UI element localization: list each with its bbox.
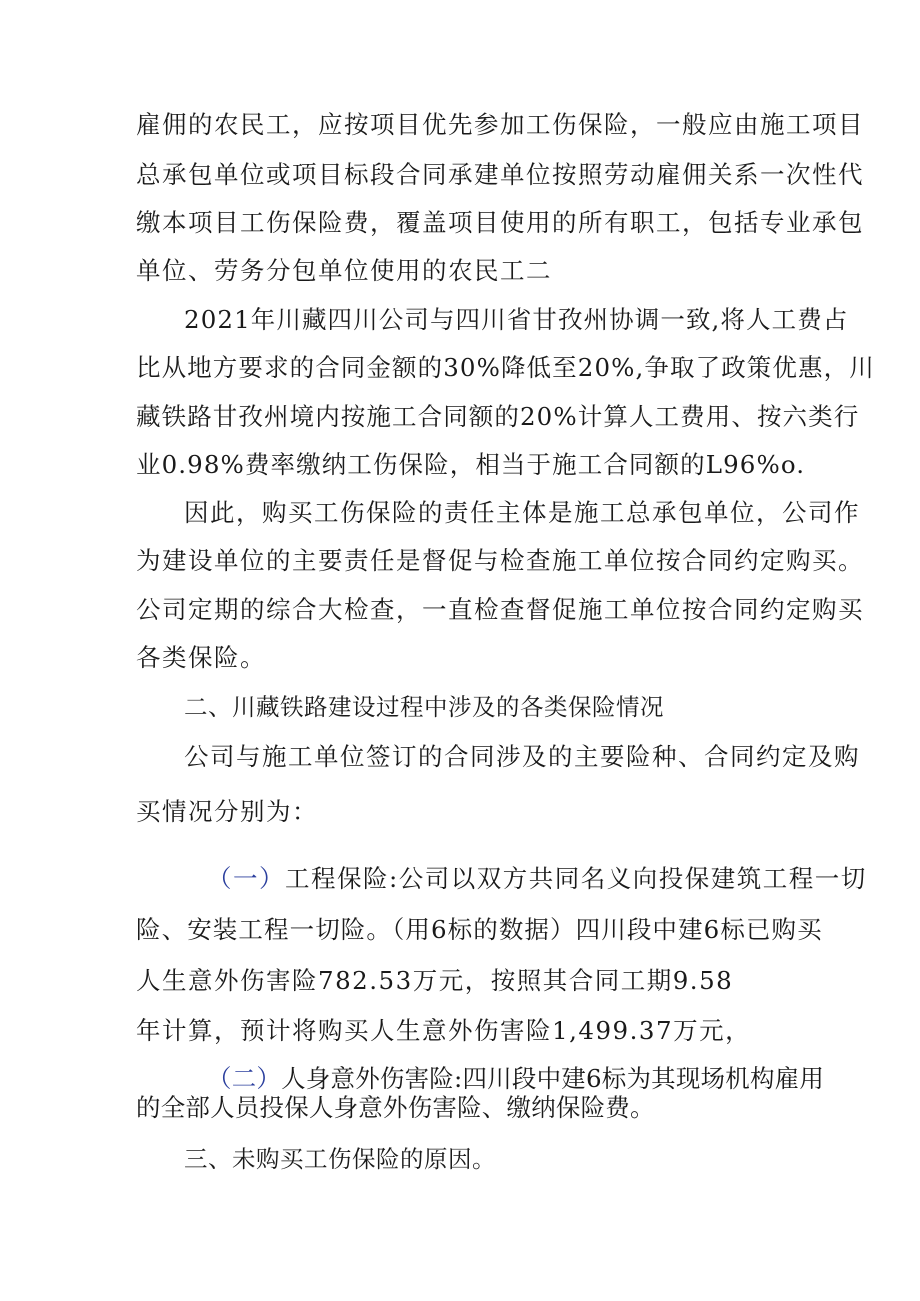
item2-line-2: 的全部人员投保人身意外伤害险、缴纳保险费。	[136, 1093, 655, 1122]
item1-first-text: 工程保险:公司以双方共同名义向投保建筑工程一切	[285, 864, 867, 893]
para2-line-3: 藏铁路甘孜州境内按施工合同额的20%计算人工费用、按六类行	[136, 402, 860, 431]
para2-line-2: 比从地方要求的合同金额的30%降低至20%,争取了政策优惠，川	[136, 353, 875, 382]
item1-first-line	[207, 864, 867, 894]
para3-line-3: 公司定期的综合大检查，一直检查督促施工单位按合同约定购买	[136, 595, 864, 624]
para1-line-3: 缴本项目工伤保险费，覆盖项目使用的所有职工，包括专业承包	[136, 208, 864, 237]
item2-first-line	[207, 1064, 824, 1094]
section-heading-2: 二、川藏铁路建设过程中涉及的各类保险情况	[184, 693, 664, 721]
para4-line-2: 买情况分别为：	[136, 797, 318, 826]
para1-line-2: 总承包单位或项目标段合同承建单位按照劳动雇佣关系一次性代	[136, 160, 864, 189]
para2-line-1: 2021年川藏四川公司与四川省甘孜州协调一致,将人工费占	[184, 305, 849, 334]
item2-marker: （二）	[207, 1064, 282, 1093]
para4-line-1: 公司与施工单位签订的合同涉及的主要险种、合同约定及购	[184, 742, 860, 771]
para3-line-2: 为建设单位的主要责任是督促与检查施工单位按合同约定购买。	[136, 546, 864, 575]
para1-line-4: 单位、劳务分包单位使用的农民工二	[136, 256, 552, 285]
item1-line-2: 险、安装工程一切险。（用6标的数据）四川段中建6标已购买	[136, 915, 823, 944]
item2-first-text: 人身意外伤害险:四川段中建6标为其现场机构雇用	[281, 1064, 825, 1093]
section-heading-3: 三、未购买工伤保险的原因。	[184, 1145, 496, 1173]
item1-line-3: 人生意外伤害险782.53万元，按照其合同工期9.58	[136, 966, 734, 995]
item1-line-4: 年计算，预计将购买人生意外伤害险1,499.37万元，	[136, 1016, 752, 1045]
item1-marker: （一）	[207, 864, 285, 893]
para3-line-4: 各类保险。	[136, 643, 266, 672]
para2-line-4: 业0.98%费率缴纳工伤保险，相当于施工合同额的L96%o.	[136, 450, 806, 479]
para1-line-1: 雇佣的农民工，应按项目优先参加工伤保险，一般应由施工项目	[136, 110, 864, 139]
para3-line-1: 因此，购买工伤保险的责任主体是施工总承包单位，公司作	[184, 498, 860, 527]
